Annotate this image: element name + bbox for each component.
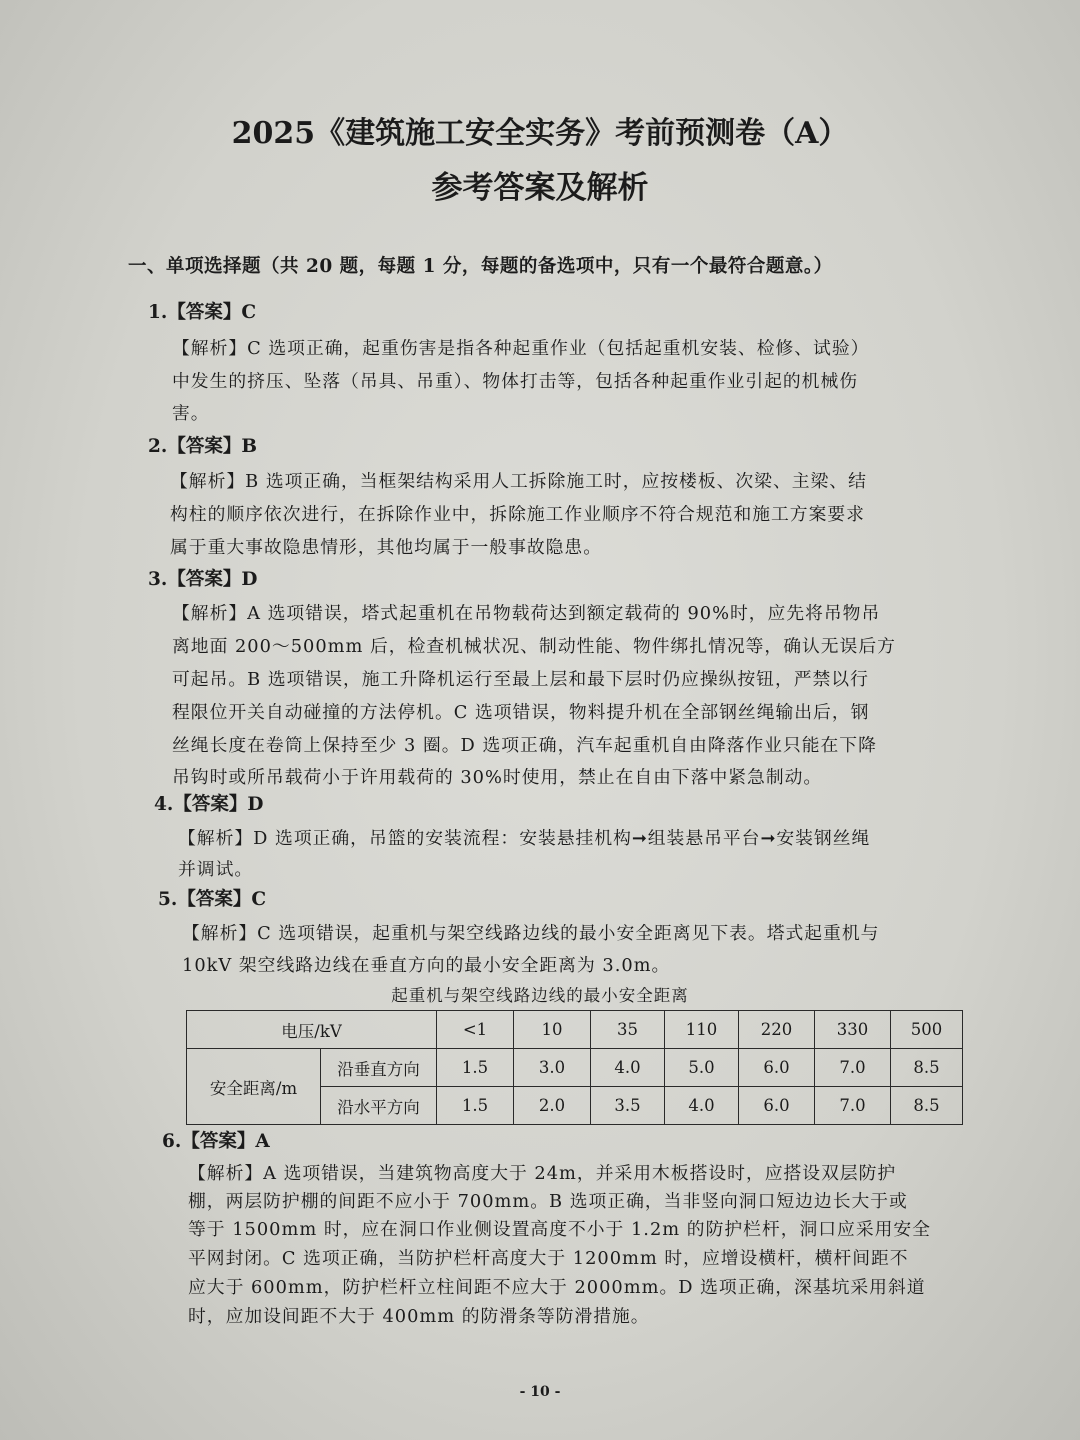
q3-answer: 3.【答案】D (148, 569, 258, 590)
q3-explanation-line: 可起吊。B 选项错误，施工升降机运行至最上层和最下层时仍应操纵按钮，严禁以行 (172, 669, 869, 690)
document-title: 2025《建筑施工安全实务》考前预测卷（A） (231, 116, 849, 151)
distance-cell: 6.0 (739, 1087, 815, 1125)
q3-explanation-line: 丝绳长度在卷筒上保持至少 3 圈。D 选项正确，汽车起重机自由降落作业只能在下降 (172, 735, 877, 756)
distance-cell: 5.0 (665, 1049, 739, 1087)
q3-explanation-line: 程限位开关自动碰撞的方法停机。C 选项错误，物料提升机在全部钢丝绳输出后，钢 (172, 702, 870, 723)
voltage-cell: 330 (815, 1011, 891, 1049)
document-subtitle: 参考答案及解析 (431, 170, 649, 206)
distance-cell: 1.5 (437, 1087, 514, 1125)
q6-explanation-line: 等于 1500mm 时，应在洞口作业侧设置高度不小于 1.2m 的防护栏杆，洞口应采用安全 (188, 1219, 931, 1240)
q3-explanation-line: 吊钩时或所吊载荷小于许用载荷的 30%时使用，禁止在自由下落中紧急制动。 (172, 767, 823, 788)
distance-cell: 3.5 (591, 1087, 665, 1125)
q3-explanation-line: 【解析】A 选项错误，塔式起重机在吊物载荷达到额定载荷的 90%时，应先将吊物吊 (172, 603, 881, 624)
q2-explanation-line: 【解析】B 选项正确，当框架结构采用人工拆除施工时，应按楼板、次梁、主梁、结 (170, 471, 867, 492)
section-heading: 一、单项选择题（共 20 题，每题 1 分，每题的备选项中，只有一个最符合题意。） (128, 256, 833, 277)
voltage-cell: 110 (665, 1011, 739, 1049)
table-header-row (187, 1011, 963, 1049)
q1-explanation-line: 害。 (172, 403, 210, 424)
distance-cell: 7.0 (815, 1087, 891, 1125)
q2-explanation-line: 构柱的顺序依次进行，在拆除作业中，拆除施工作业顺序不符合规范和施工方案要求 (170, 504, 865, 525)
voltage-cell: 35 (591, 1011, 665, 1049)
q2-answer: 2.【答案】B (148, 436, 257, 457)
distance-cell: 8.5 (891, 1087, 963, 1125)
q5-explanation-line: 【解析】C 选项错误，起重机与架空线路边线的最小安全距离见下表。塔式起重机与 (182, 923, 880, 944)
q1-explanation-line: 中发生的挤压、坠落（吊具、吊重）、物体打击等，包括各种起重作业引起的机械伤 (172, 371, 859, 392)
voltage-cell: 220 (739, 1011, 815, 1049)
direction-label-cell: 沿水平方向 (321, 1087, 437, 1125)
q4-explanation-line: 并调试。 (178, 859, 254, 880)
table-caption: 起重机与架空线路边线的最小安全距离 (391, 986, 689, 1005)
distance-cell: 3.0 (514, 1049, 591, 1087)
q1-explanation-line: 【解析】C 选项正确，起重伤害是指各种起重作业（包括起重机安装、检修、试验） (172, 338, 870, 359)
q2-explanation-line: 属于重大事故隐患情形，其他均属于一般事故隐患。 (170, 537, 602, 558)
q6-explanation-line: 时，应加设间距不大于 400mm 的防滑条等防滑措施。 (188, 1306, 650, 1327)
distance-cell: 8.5 (891, 1049, 963, 1087)
q6-explanation-line: 棚，两层防护棚的间距不应小于 700mm。B 选项正确，当非竖向洞口短边边长大于或 (188, 1191, 908, 1212)
voltage-label-cell: 电压/kV (187, 1011, 437, 1049)
q6-answer: 6.【答案】A (162, 1131, 270, 1152)
distance-cell: 7.0 (815, 1049, 891, 1087)
voltage-cell: 10 (514, 1011, 591, 1049)
q5-explanation-line: 10kV 架空线路边线在垂直方向的最小安全距离为 3.0m。 (182, 955, 671, 976)
q6-explanation-line: 【解析】A 选项错误，当建筑物高度大于 24m，并采用木板搭设时，应搭设双层防护 (188, 1163, 897, 1184)
distance-cell: 4.0 (665, 1087, 739, 1125)
table-row (187, 1049, 963, 1087)
q5-answer: 5.【答案】C (158, 889, 267, 910)
safety-distance-table (186, 1010, 963, 1125)
q4-answer: 4.【答案】D (154, 794, 264, 815)
q1-answer: 1.【答案】C (148, 302, 257, 323)
distance-label-cell: 安全距离/m (187, 1049, 321, 1125)
distance-cell: 4.0 (591, 1049, 665, 1087)
page-number: - 10 - (519, 1384, 561, 1400)
q6-explanation-line: 平网封闭。C 选项正确，当防护栏杆高度大于 1200mm 时，应增设横杆，横杆间距不 (188, 1248, 909, 1269)
distance-cell: 6.0 (739, 1049, 815, 1087)
voltage-cell: 500 (891, 1011, 963, 1049)
voltage-cell: <1 (437, 1011, 514, 1049)
q3-explanation-line: 离地面 200～500mm 后，检查机械状况、制动性能、物件绑扎情况等，确认无误后方 (172, 636, 896, 657)
direction-label-cell: 沿垂直方向 (321, 1049, 437, 1087)
distance-cell: 1.5 (437, 1049, 514, 1087)
q6-explanation-line: 应大于 600mm，防护栏杆立柱间距不应大于 2000mm。D 选项正确，深基坑采用斜道 (188, 1277, 926, 1298)
q4-explanation-line: 【解析】D 选项正确，吊篮的安装流程：安装悬挂机构➞组装悬吊平台➞安装钢丝绳 (178, 828, 871, 849)
distance-cell: 2.0 (514, 1087, 591, 1125)
